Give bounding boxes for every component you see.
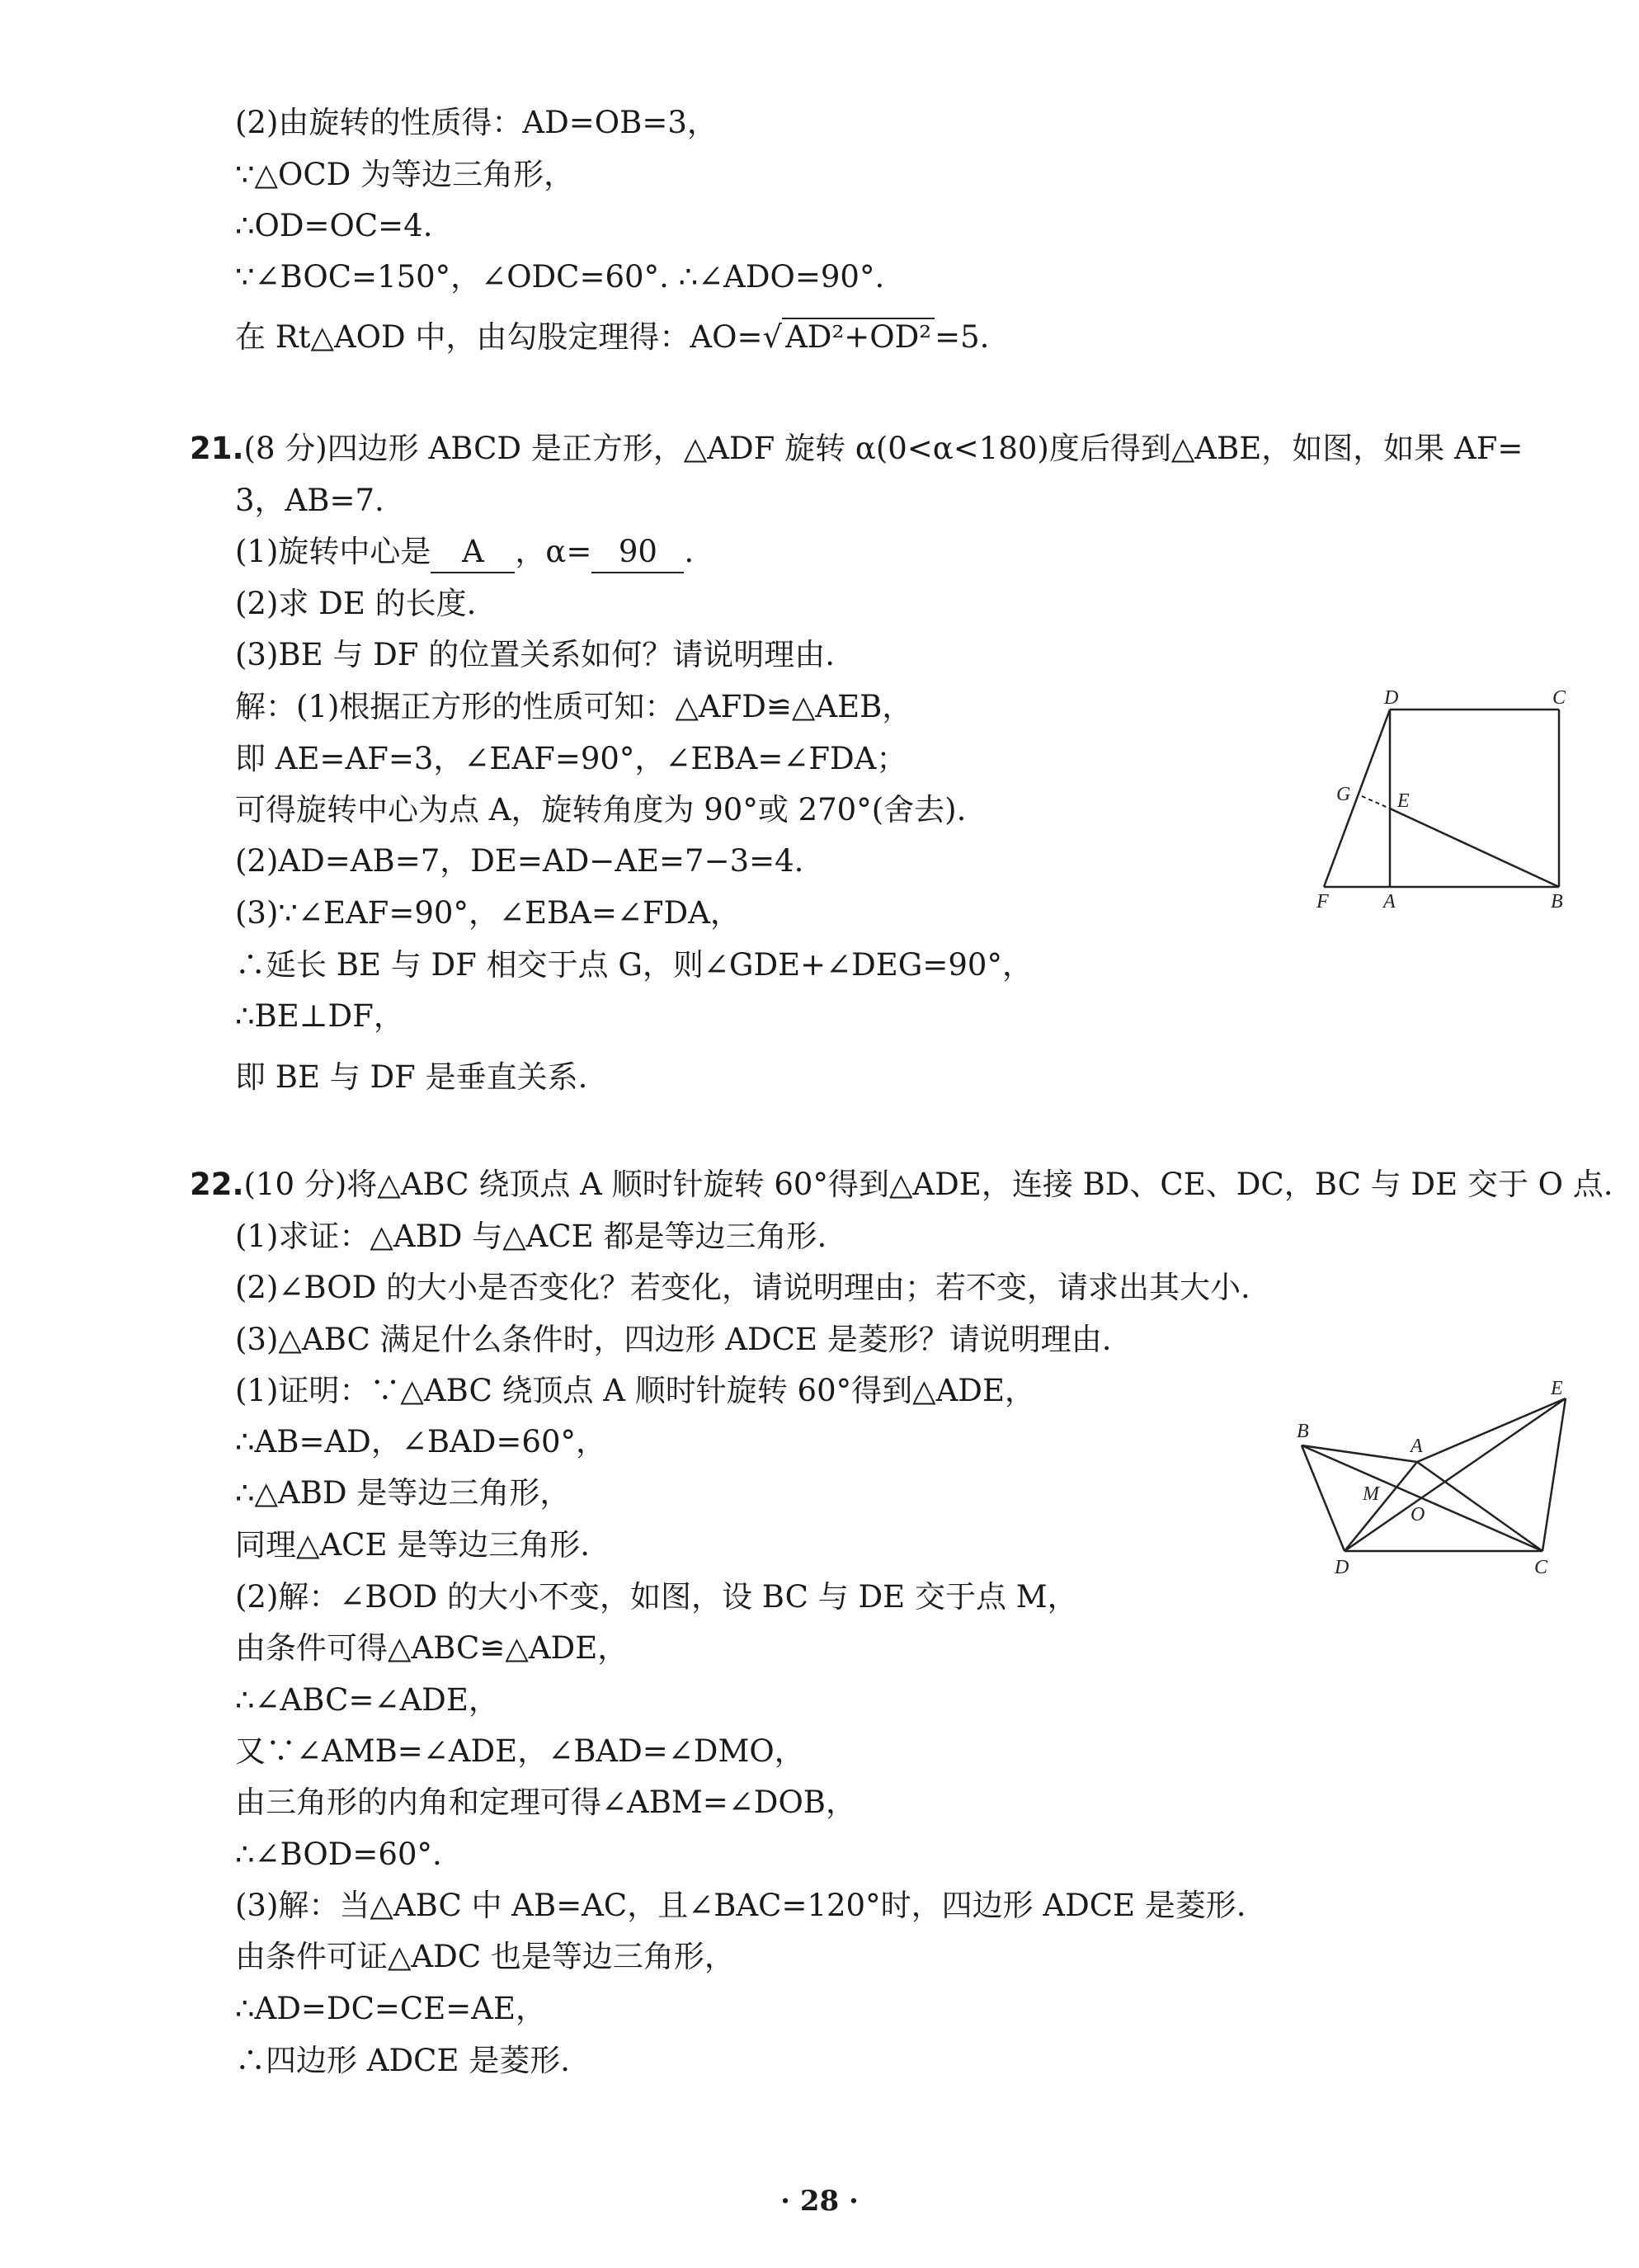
- q22-solution-line-7: ∴∠ABC=∠ADE，: [235, 1682, 499, 1718]
- q22-solution-line-12: 由条件可证△ADC 也是等边三角形，: [235, 1939, 735, 1974]
- q21-stem-line-1: [190, 429, 1523, 469]
- q22-solution-line-5: (2)解：∠BOD 的大小不变，如图，设 BC 与 DE 交于点 M，: [235, 1579, 1078, 1615]
- q22-solution-line-10: ∴∠BOD=60°.: [235, 1837, 442, 1872]
- q22-part-2: (2)∠BOD 的大小是否变化？若变化，请说明理由；若不变，请求出其大小.: [235, 1270, 1250, 1305]
- label-e: E: [1551, 1378, 1563, 1399]
- prev-solution-line-2: ∵△OCD 为等边三角形，: [235, 157, 575, 192]
- label-m: M: [1363, 1483, 1379, 1505]
- line-ce: [1542, 1398, 1566, 1551]
- q22-solution-line-8: 又∵∠AMB=∠ADE，∠BAD=∠DMO，: [235, 1733, 805, 1769]
- prev-solution-line-5: [235, 318, 989, 357]
- q21-solution-line-2: 即 AE=AF=3，∠EAF=90°，∠EBA=∠FDA；: [235, 741, 907, 776]
- q22-solution-line-2: ∴AB=AD，∠BAD=60°，: [235, 1424, 606, 1459]
- q21-solution-line-5: (3)∵∠EAF=90°，∠EBA=∠FDA，: [235, 895, 741, 931]
- label-a: A: [1383, 891, 1396, 912]
- prev-solution-line-3: ∴OD=OC=4.: [235, 208, 433, 243]
- sqrt-sign: √: [762, 319, 783, 355]
- q21-solution-line-1: 解：(1)根据正方形的性质可知：△AFD≌△AEB，: [235, 689, 913, 724]
- q21-part-1-text: (1)旋转中心是: [235, 534, 431, 569]
- label-o: O: [1411, 1504, 1425, 1525]
- label-g: G: [1336, 784, 1351, 805]
- q22-number: 22.: [190, 1167, 244, 1202]
- q21-part-1-end: .: [684, 534, 695, 569]
- q21-part-2: (2)求 DE 的长度.: [235, 586, 477, 621]
- line-ac: [1417, 1462, 1542, 1551]
- label-a: A: [1411, 1436, 1423, 1457]
- q21-solution-line-6: ∴延长 BE 与 DF 相交于点 G，则∠GDE+∠DEG=90°，: [235, 947, 1033, 983]
- label-f: F: [1316, 891, 1329, 912]
- q21-stem-text: (8 分)四边形 ABCD 是正方形，△ADF 旋转 α(0<α<180)度后得到△ABE，如图，如果 AF=: [243, 431, 1524, 466]
- q22-solution-line-1: (1)证明：∵△ABC 绕顶点 A 顺时针旋转 60°得到△ADE，: [235, 1373, 1035, 1408]
- label-d: D: [1335, 1557, 1349, 1578]
- q22-solution-line-9: 由三角形的内角和定理可得∠ABM=∠DOB，: [235, 1785, 856, 1820]
- label-b: B: [1551, 891, 1563, 912]
- q21-square-figure: [1303, 685, 1584, 916]
- q22-part-3: (3)△ABC 满足什么条件时，四边形 ADCE 是菱形？请说明理由.: [235, 1322, 1112, 1357]
- q21-answer-alpha: 90: [591, 532, 684, 573]
- line-eb: [1390, 809, 1559, 887]
- q21-stem-line-2: 3，AB=7.: [235, 483, 384, 518]
- q22-stem-line-1: [190, 1165, 1613, 1205]
- label-c: C: [1534, 1557, 1548, 1578]
- q21-solution-line-8: 即 BE 与 DF 是垂直关系.: [235, 1059, 588, 1095]
- prev-solution-line-4: ∵∠BOC=150°，∠ODC=60°. ∴∠ADO=90°.: [235, 259, 885, 295]
- line-ae: [1417, 1398, 1566, 1462]
- q22-solution-line-14: ∴四边形 ADCE 是菱形.: [235, 2043, 570, 2078]
- q22-rotation-figure: [1287, 1370, 1600, 1592]
- q21-part-1-alpha: ，α=: [515, 534, 592, 569]
- q21-number: 21.: [190, 431, 244, 466]
- sqrt-radicand: AD²+OD²: [782, 318, 935, 355]
- q21-answer-center: A: [431, 532, 515, 573]
- pythagoras-text: 在 Rt△AOD 中，由勾股定理得：AO=: [235, 319, 763, 355]
- label-d: D: [1384, 687, 1399, 709]
- line-df: [1324, 710, 1390, 887]
- pythagoras-result: =5.: [935, 319, 990, 355]
- q21-part-3: (3)BE 与 DF 的位置关系如何？请说明理由.: [235, 637, 835, 672]
- q21-solution-line-3: 可得旋转中心为点 A，旋转角度为 90°或 270°(舍去).: [235, 792, 967, 828]
- q21-solution-line-4: (2)AD=AB=7，DE=AD−AE=7−3=4.: [235, 843, 804, 879]
- page-number: · 28 ·: [780, 2185, 859, 2218]
- line-de: [1345, 1398, 1566, 1551]
- q22-solution-line-13: ∴AD=DC=CE=AE，: [235, 1991, 546, 2026]
- q21-solution-line-7: ∴BE⊥DF，: [235, 998, 404, 1034]
- q22-solution-line-6: 由条件可得△ABC≌△ADE，: [235, 1630, 629, 1666]
- q21-part-1: [235, 532, 694, 573]
- line-ge-dashed: [1362, 796, 1390, 809]
- q22-solution-line-11: (3)解：当△ABC 中 AB=AC，且∠BAC=120°时，四边形 ADCE 是菱形.: [235, 1888, 1246, 1923]
- q22-part-1: (1)求证：△ABD 与△ACE 都是等边三角形.: [235, 1219, 827, 1254]
- q22-stem-text: (10 分)将△ABC 绕顶点 A 顺时针旋转 60°得到△ADE，连接 BD、CE、DC，BC 与 DE 交于 O 点.: [243, 1167, 1613, 1202]
- label-b: B: [1297, 1421, 1309, 1442]
- label-e: E: [1397, 790, 1410, 812]
- line-ad: [1345, 1462, 1417, 1551]
- label-c: C: [1552, 687, 1566, 709]
- q22-solution-line-3: ∴△ABD 是等边三角形，: [235, 1475, 571, 1511]
- q22-solution-line-4: 同理△ACE 是等边三角形.: [235, 1527, 591, 1563]
- prev-solution-line-1: (2)由旋转的性质得：AD=OB=3，: [235, 105, 718, 140]
